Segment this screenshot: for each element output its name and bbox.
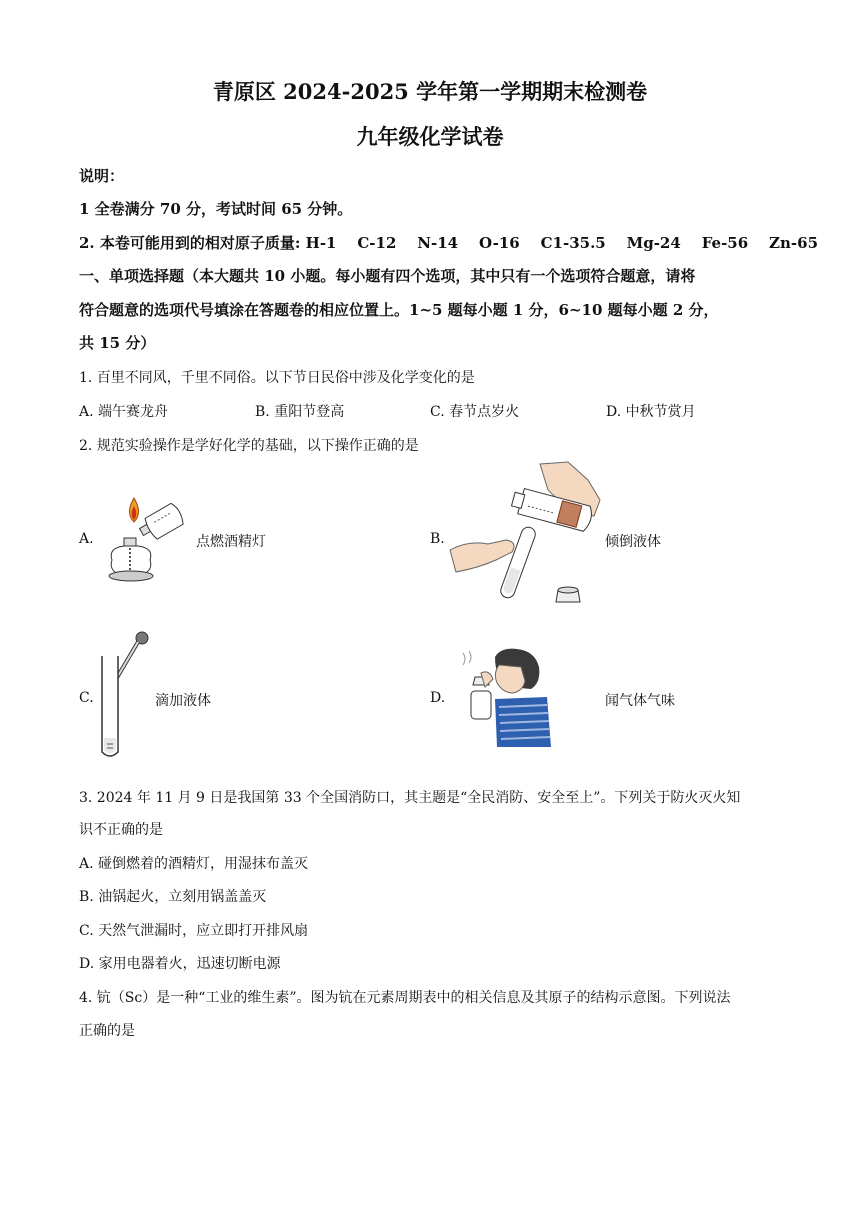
notes-item-1: 1 全卷满分 70 分，考试时间 65 分钟。 — [79, 200, 353, 218]
q3-option-d: D. 家用电器着火，迅速切断电源 — [79, 956, 281, 972]
notes-item-2: 2. 本卷可能用到的相对原子质量: H-1 C-12 N-14 O-16 C1-35.5 Mg-24 Fe-56 Zn-65 — [79, 234, 819, 252]
q1-option-d: D. 中秋节赏月 — [606, 404, 696, 420]
q1-option-a: A. 端午赛龙舟 — [79, 404, 169, 420]
q4-stem-line-1: 4. 钪（Sc）是一种“工业的维生素”。图为钪在元素周期表中的相关信息及其原子的结构示意图。下列说法 — [79, 990, 731, 1006]
q2-option-d-label: 闻气体气味 — [605, 693, 675, 709]
q4-stem-line-2: 正确的是 — [79, 1023, 135, 1039]
exam-title: 青原区 2024-2025 学年第一学期期末检测卷 — [212, 79, 648, 104]
q2-stem: 2. 规范实验操作是学好化学的基础，以下操作正确的是 — [79, 438, 419, 454]
q2-option-c-label: 滴加液体 — [155, 693, 211, 709]
alcohol-lamp-lighting-figure — [98, 490, 194, 590]
notes-heading: 说明： — [79, 167, 125, 185]
exam-subtitle: 九年级化学试卷 — [356, 124, 504, 149]
q2-option-d-letter: D. — [430, 690, 446, 706]
section-1-line-1: 一、单项选择题（本大题共 10 小题。每小题有四个选项，其中只有一个选项符合题意，请将 — [79, 267, 696, 285]
section-1-line-3: 共 15 分） — [79, 334, 156, 352]
dropping-liquid-figure — [98, 628, 154, 762]
q2-option-b-letter: B. — [430, 531, 445, 547]
smelling-gas-figure — [455, 643, 555, 747]
q1-stem: 1. 百里不同风，千里不同俗。以下节日民俗中涉及化学变化的是 — [79, 370, 475, 386]
q3-option-b: B. 油锅起火，立刻用锅盖盖灭 — [79, 889, 267, 905]
q2-option-a-letter: A. — [79, 531, 94, 547]
q1-option-c: C. 春节点岁火 — [430, 404, 520, 420]
q2-option-b-label: 倾倒液体 — [605, 534, 661, 550]
q2-option-c-letter: C. — [79, 690, 94, 706]
section-1-line-2: 符合题意的选项代号填涂在答题卷的相应位置上。1~5 题每小题 1 分，6~10 题每小题 2 分， — [79, 301, 719, 319]
pouring-liquid-figure — [448, 460, 606, 610]
q1-option-b: B. 重阳节登高 — [255, 404, 345, 420]
q3-option-c: C. 天然气泄漏时，应立即打开排风扇 — [79, 923, 309, 939]
q2-option-a-label: 点燃酒精灯 — [196, 534, 266, 550]
q3-stem-line-2: 识不正确的是 — [79, 822, 163, 838]
q3-option-a: A. 碰倒燃着的酒精灯，用湿抹布盖灭 — [79, 856, 309, 872]
q3-stem-line-1: 3. 2024 年 11 月 9 日是我国第 33 个全国消防口，其主题是“全民消防、安全至上”。下列关于防火灭火知 — [79, 790, 741, 806]
